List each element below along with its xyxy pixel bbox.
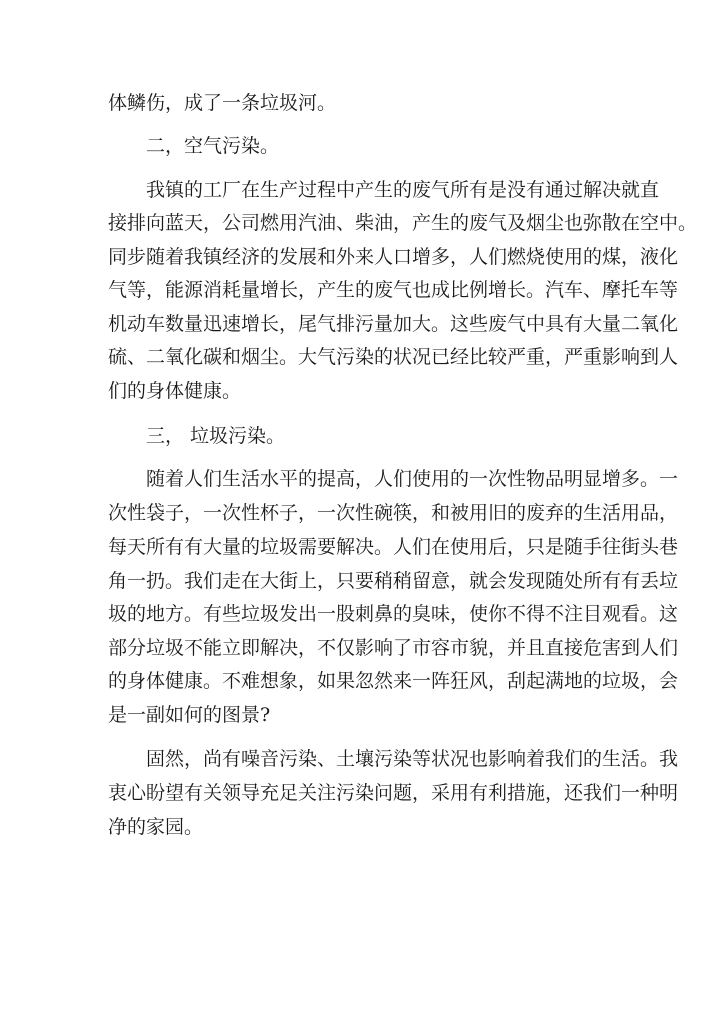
text-line: 机动车数量迅速增长，尾气排污量加大。这些废气中具有大量二氧化	[108, 313, 679, 335]
text-line: 硫、二氧化碳和烟尘。大气污染的状况已经比较严重，严重影响到人	[108, 346, 679, 368]
text-line: 我镇的工厂在生产过程中产生的废气所有是没有通过解决就直	[146, 179, 660, 201]
section-heading-air-pollution: 二，空气污染。	[146, 135, 280, 157]
text-line: 净的家园。	[108, 816, 204, 838]
text-line: 圾的地方。有些垃圾发出一股刺鼻的臭味，使你不得不注目观看。这	[108, 603, 679, 625]
text-line: 随着人们生活水平的提高，人们使用的一次性物品明显增多。一	[146, 468, 679, 490]
text-line: 部分垃圾不能立即解决，不仅影响了市容市貌，并且直接危害到人们	[108, 637, 679, 659]
text-line: 体鳞伤，成了一条垃圾河。	[108, 92, 337, 114]
text-line: 同步随着我镇经济的发展和外来人口增多，人们燃烧使用的煤，液化	[108, 246, 679, 268]
text-line: 是一副如何的图景?	[108, 704, 271, 726]
text-line: 气等，能源消耗量增长，产生的废气也成比例增长。汽车、摩托车等	[108, 279, 679, 301]
text-line: 衷心盼望有关领导充足关注污染问题，采用有利措施，还我们一种明	[108, 782, 679, 804]
text-line: 角一扔。我们走在大街上，只要稍稍留意，就会发现随处所有有丢垃	[108, 570, 679, 592]
text-line: 次性袋子，一次性杯子，一次性碗筷，和被用旧的废弃的生活用品，	[108, 502, 679, 524]
text-line: 每天所有有大量的垃圾需要解决。人们在使用后，只是随手往街头巷	[108, 536, 679, 558]
text-line: 们的身体健康。	[108, 380, 242, 402]
text-line: 固然，尚有噪音污染、土壤污染等状况也影响着我们的生活。我	[146, 748, 679, 770]
text-line: 接排向蓝天，公司燃用汽油、柴油，产生的废气及烟尘也弥散在空中。	[108, 212, 698, 234]
text-line: 的身体健康。不难想象，如果忽然来一阵狂风，刮起满地的垃圾，会	[108, 670, 679, 692]
section-heading-garbage-pollution: 三， 垃圾污染。	[146, 425, 286, 447]
